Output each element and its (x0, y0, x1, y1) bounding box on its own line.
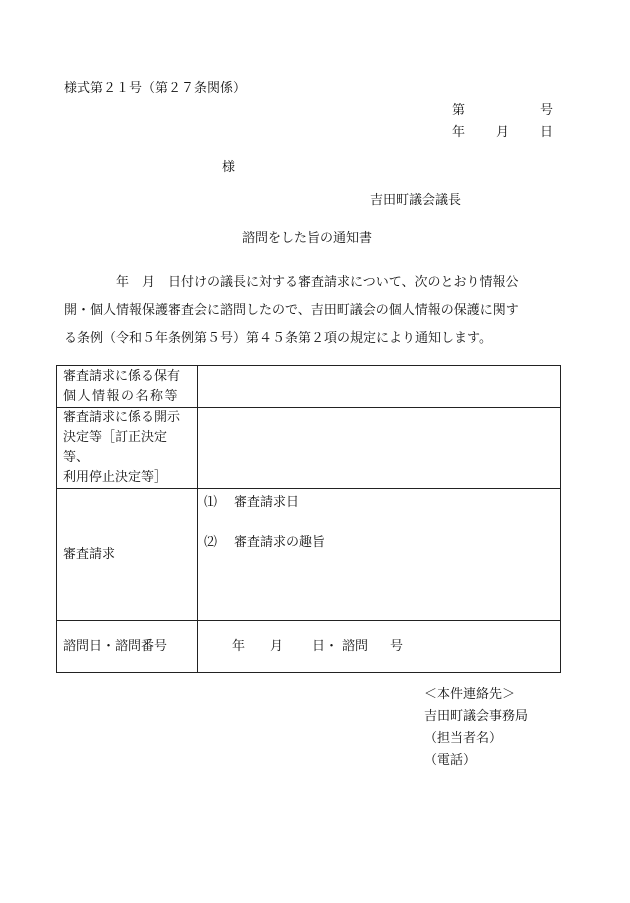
document-number-label: 第 (452, 103, 466, 118)
table-row-disclosure-decision (57, 408, 561, 489)
body-line: る条例（令和５年条例第５号）第４５条第２項の規定により通知します。 (64, 331, 492, 346)
body-line: 開・個人情報保護審査会に諮問したので、吉田町議会の個人情報の保護に関す (64, 303, 519, 318)
table-row-inquiry-date-number (57, 621, 561, 673)
retained-info-label: 審査請求に係る保有 個人情報の名称等 (57, 366, 198, 408)
table-row-review-request (57, 489, 561, 621)
review-request-date-item: ⑴ 審査請求日 (204, 495, 300, 510)
contact-person: （担当者名） (424, 731, 503, 746)
date-year-label: 年 (452, 125, 466, 140)
notice-body (64, 269, 564, 353)
retained-info-value[interactable] (198, 366, 561, 408)
disclosure-decision-value[interactable] (198, 408, 561, 489)
review-request-value[interactable] (198, 489, 561, 621)
date-day-label: 日 (540, 125, 554, 140)
addressee-honorific: 様 (222, 160, 236, 175)
table-row-retained-info (57, 366, 561, 408)
contact-phone: （電話） (424, 753, 477, 768)
document-title: 諮問をした旨の通知書 (242, 231, 373, 246)
contact-block (424, 684, 528, 772)
sender-name: 吉田町議会議長 (370, 193, 462, 208)
review-request-label: 審査請求 (57, 489, 198, 621)
form-number: 様式第２１号（第２７条関係） (64, 81, 247, 96)
document-number-suffix: 号 (540, 103, 554, 118)
contact-office: 吉田町議会事務局 (424, 709, 529, 724)
inquiry-date-number-label: 諮問日・諮問番号 (57, 621, 198, 673)
inquiry-info-table (56, 365, 561, 673)
body-line: 年 月 日付けの議長に対する審査請求について、次のとおり情報公 (116, 275, 519, 290)
date-month-label: 月 (496, 125, 510, 140)
review-request-purpose-item: ⑵ 審査請求の趣旨 (204, 535, 326, 550)
disclosure-decision-label: 審査請求に係る開示 決定等［訂正決定等、 利用停止決定等］ (57, 408, 198, 489)
inquiry-date-number-value[interactable]: 年 月 日・ 諮問 号 (198, 621, 561, 673)
contact-heading: ＜本件連絡先＞ (424, 687, 516, 702)
